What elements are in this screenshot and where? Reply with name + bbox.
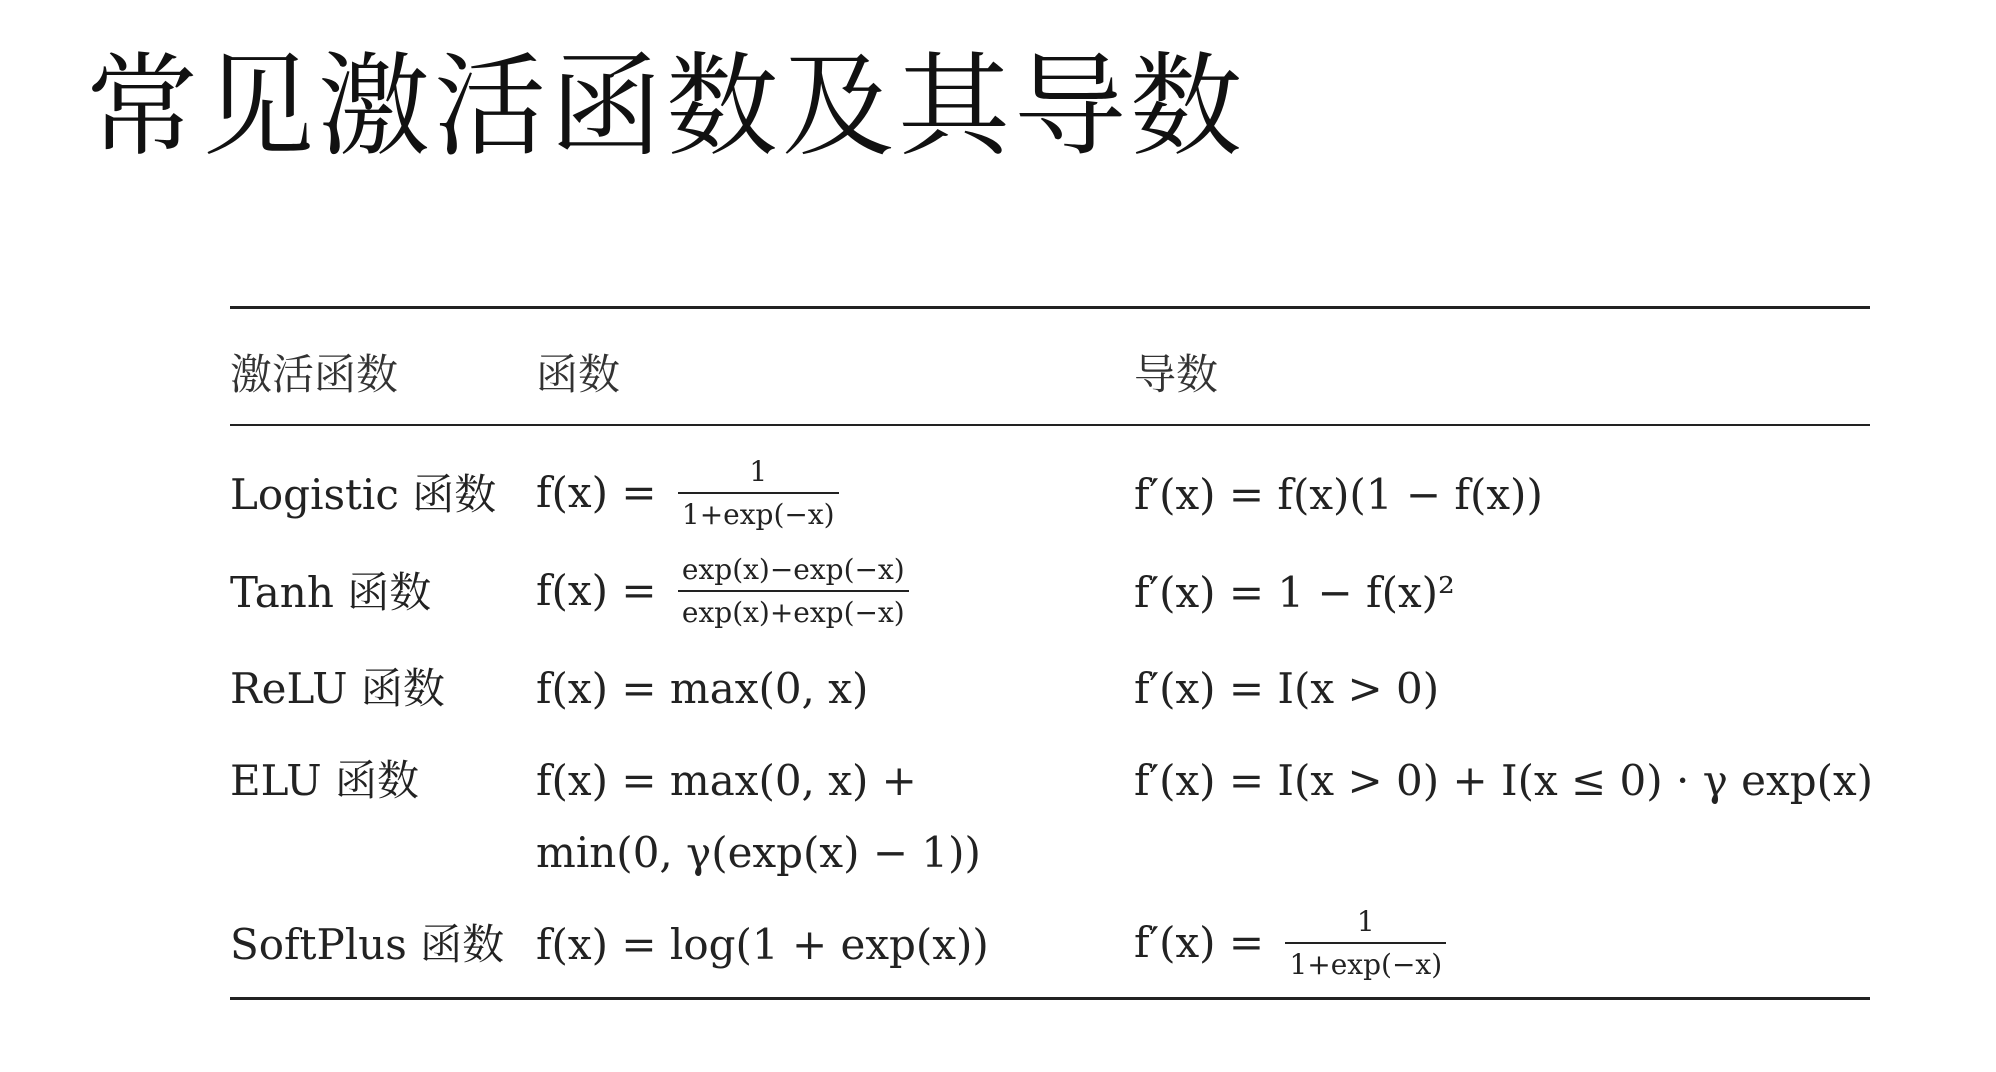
logistic-fraction-numerator: 1 [749, 455, 768, 488]
table-bottom-rule [230, 997, 1870, 1000]
row-relu-name: ReLU 函数 [230, 664, 445, 713]
tanh-function-lhs: f(x) = [536, 566, 657, 615]
row-softplus-name: SoftPlus 函数 [230, 920, 505, 969]
fraction-bar [678, 590, 909, 592]
row-elu-derivative: f′(x) = I(x > 0) + I(x ≤ 0) · γ exp(x) [1134, 756, 1874, 805]
row-tanh-function [536, 552, 909, 630]
row-logistic-name: Logistic 函数 [230, 470, 497, 519]
row-tanh-name: Tanh 函数 [230, 568, 432, 617]
logistic-fraction [678, 454, 839, 532]
header-activation-function: 激活函数 [230, 350, 399, 399]
tanh-fraction-denominator: exp(x)+exp(−x) [681, 596, 905, 629]
row-logistic-derivative: f′(x) = f(x)(1 − f(x)) [1134, 470, 1543, 519]
row-tanh-derivative: f′(x) = 1 − f(x)² [1134, 568, 1455, 617]
row-softplus-function: f(x) = log(1 + exp(x)) [536, 920, 989, 969]
row-relu-derivative: f′(x) = I(x > 0) [1134, 664, 1440, 713]
row-softplus-derivative [1134, 904, 1446, 982]
header-function: 函数 [536, 350, 621, 399]
row-elu-name: ELU 函数 [230, 756, 420, 805]
logistic-function-lhs: f(x) = [536, 468, 657, 517]
softplus-fraction-numerator: 1 [1356, 905, 1375, 938]
table-top-rule [230, 306, 1870, 309]
slide-title: 常见激活函数及其导数 [86, 42, 1246, 172]
softplus-derivative-lhs: f′(x) = [1134, 918, 1265, 967]
header-derivative: 导数 [1134, 350, 1219, 399]
softplus-derivative-fraction [1285, 904, 1446, 982]
fraction-bar [1285, 942, 1446, 944]
row-elu-function-line2: min(0, γ(exp(x) − 1)) [536, 828, 981, 877]
row-elu-function-line1: f(x) = max(0, x) + [536, 756, 917, 805]
tanh-fraction [678, 552, 909, 630]
tanh-fraction-numerator: exp(x)−exp(−x) [681, 553, 905, 586]
table-header-rule [230, 424, 1870, 426]
fraction-bar [678, 492, 839, 494]
row-relu-function: f(x) = max(0, x) [536, 664, 869, 713]
logistic-fraction-denominator: 1+exp(−x) [681, 498, 835, 531]
row-logistic-function [536, 454, 839, 532]
softplus-fraction-denominator: 1+exp(−x) [1289, 948, 1443, 981]
